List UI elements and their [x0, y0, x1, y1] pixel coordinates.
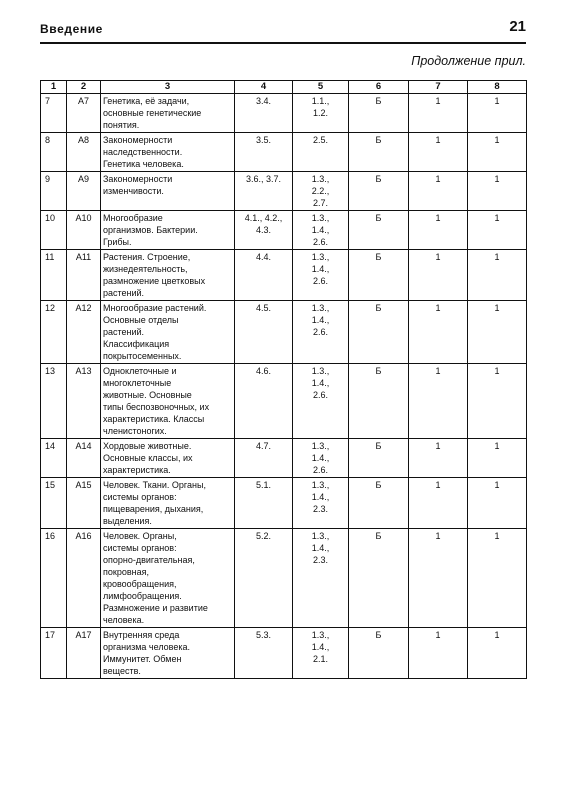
topic-cell-line: системы органов: — [103, 543, 177, 553]
references-cell — [293, 94, 349, 133]
column-header: 5 — [293, 81, 349, 94]
score-cell: 1 — [468, 439, 527, 478]
score-cell: 1 — [468, 211, 527, 250]
section-cell: 4.5. — [235, 301, 293, 364]
topic-cell-line: Иммунитет. Обмен — [103, 654, 182, 664]
row-number: 7 — [41, 94, 67, 133]
section-cell: 3.4. — [235, 94, 293, 133]
topic-cell — [101, 94, 235, 133]
topic-cell-line: характеристика. — [103, 465, 171, 475]
references-cell-line: 2.6. — [312, 465, 328, 475]
topic-cell-line: основные генетические — [103, 108, 202, 118]
task-code: А15 — [67, 478, 101, 529]
topic-cell-line: многоклеточные — [103, 378, 172, 388]
table-row — [41, 364, 527, 439]
topic-cell-line: Размножение и развитие — [103, 603, 208, 613]
task-code: А8 — [67, 133, 101, 172]
topic-cell-line: членистоногих. — [103, 426, 167, 436]
topic-cell-line: покрытосеменных. — [103, 351, 182, 361]
references-cell-line: 1.2. — [312, 108, 328, 118]
references-cell — [293, 478, 349, 529]
references-cell-line: 1.3., — [311, 213, 330, 223]
topic-cell-line: опорно-двигательная, — [103, 555, 195, 565]
score-cell: 1 — [409, 301, 468, 364]
topic-cell — [101, 133, 235, 172]
column-header: 8 — [468, 81, 527, 94]
level-cell: Б — [349, 94, 409, 133]
score-cell: 1 — [409, 628, 468, 679]
topic-cell-line: размножение цветковых — [103, 276, 206, 286]
references-cell — [293, 133, 349, 172]
table-header-row — [41, 81, 527, 94]
references-cell-line: 1.4., — [311, 225, 330, 235]
topic-cell-line: пищеварения, дыхания, — [103, 504, 204, 514]
references-cell-line: 1.4., — [311, 315, 330, 325]
topic-cell-line: кровообращения, — [103, 579, 177, 589]
score-cell: 1 — [468, 628, 527, 679]
references-cell-line: 2.1. — [312, 654, 328, 664]
topic-cell-line: лимфообращения. — [103, 591, 182, 601]
topic-cell — [101, 250, 235, 301]
score-cell: 1 — [468, 172, 527, 211]
score-cell: 1 — [468, 529, 527, 628]
references-cell-line: 2.6. — [312, 237, 328, 247]
references-cell-line: 1.4., — [311, 453, 330, 463]
topic-cell-line: Основные отделы — [103, 315, 179, 325]
references-cell — [293, 301, 349, 364]
score-cell: 1 — [409, 172, 468, 211]
column-header: 3 — [101, 81, 235, 94]
column-header: 6 — [349, 81, 409, 94]
topic-cell-line: организма человека. — [103, 642, 190, 652]
task-code: А11 — [67, 250, 101, 301]
topic-cell-line: выделения. — [103, 516, 152, 526]
references-cell-line: 1.4., — [311, 492, 330, 502]
level-cell: Б — [349, 211, 409, 250]
references-cell-line: 1.4., — [311, 378, 330, 388]
topic-cell — [101, 478, 235, 529]
table-row — [41, 628, 527, 679]
topic-cell-line: Многообразие — [103, 213, 163, 223]
level-cell: Б — [349, 133, 409, 172]
section-cell: 4.1., 4.2., 4.3. — [235, 211, 293, 250]
level-cell: Б — [349, 439, 409, 478]
references-cell-line: 1.3., — [311, 252, 330, 262]
topic-cell-line: наследственности. — [103, 147, 183, 157]
references-cell — [293, 529, 349, 628]
references-cell-line: 1.3., — [311, 480, 330, 490]
table-body — [41, 94, 527, 679]
section-title: Введение — [40, 22, 103, 36]
score-cell: 1 — [409, 133, 468, 172]
task-code: А9 — [67, 172, 101, 211]
references-cell-line: 1.3., — [311, 303, 330, 313]
page-number: 21 — [509, 18, 526, 35]
section-cell: 5.2. — [235, 529, 293, 628]
topic-cell-line: жизнедеятельность, — [103, 264, 188, 274]
topic-cell-line: характеристика. Классы — [103, 414, 205, 424]
score-cell: 1 — [468, 133, 527, 172]
table-row — [41, 478, 527, 529]
references-cell — [293, 364, 349, 439]
header-rule — [40, 42, 526, 44]
level-cell: Б — [349, 172, 409, 211]
table-row — [41, 172, 527, 211]
topic-cell-line: Внутренняя среда — [103, 630, 180, 640]
topic-cell-line: Грибы. — [103, 237, 132, 247]
references-cell-line: 2.6. — [312, 390, 328, 400]
section-cell: 3.5. — [235, 133, 293, 172]
references-cell-line: 1.3., — [311, 531, 330, 541]
score-cell: 1 — [468, 478, 527, 529]
topic-cell — [101, 628, 235, 679]
references-cell-line: 2.6. — [312, 327, 328, 337]
score-cell: 1 — [409, 439, 468, 478]
references-cell-line: 1.1., — [311, 96, 330, 106]
score-cell: 1 — [468, 94, 527, 133]
section-cell: 4.7. — [235, 439, 293, 478]
topic-cell-line: Генетика человека. — [103, 159, 184, 169]
references-cell-line: 1.3., — [311, 174, 330, 184]
references-cell — [293, 439, 349, 478]
topic-cell-line: типы беспозвоночных, их — [103, 402, 210, 412]
references-cell-line: 2.5. — [312, 135, 328, 145]
references-cell-line: 1.4., — [311, 264, 330, 274]
topic-cell-line: Закономерности — [103, 174, 173, 184]
references-cell-line: 1.3., — [311, 366, 330, 376]
topic-cell-line: изменчивости. — [103, 186, 164, 196]
level-cell: Б — [349, 529, 409, 628]
topic-cell-line: Человек. Ткани. Органы, — [103, 480, 206, 490]
row-number: 9 — [41, 172, 67, 211]
topic-cell-line: Растения. Строение, — [103, 252, 191, 262]
row-number: 12 — [41, 301, 67, 364]
column-header: 1 — [41, 81, 67, 94]
row-number: 15 — [41, 478, 67, 529]
row-number: 10 — [41, 211, 67, 250]
task-code: А16 — [67, 529, 101, 628]
row-number: 17 — [41, 628, 67, 679]
references-cell-line: 2.2., — [311, 186, 330, 196]
task-code: А13 — [67, 364, 101, 439]
score-cell: 1 — [409, 250, 468, 301]
topic-cell-line: растений. — [103, 327, 145, 337]
topic-cell-line: Закономерности — [103, 135, 173, 145]
topic-cell-line: растений. — [103, 288, 145, 298]
references-cell-line: 1.3., — [311, 630, 330, 640]
level-cell: Б — [349, 628, 409, 679]
topic-cell-line: Классификация — [103, 339, 170, 349]
level-cell: Б — [349, 250, 409, 301]
references-cell-line: 2.7. — [312, 198, 328, 208]
topic-cell-line: Человек. Органы, — [103, 531, 177, 541]
table-row — [41, 133, 527, 172]
level-cell: Б — [349, 478, 409, 529]
references-cell-line: 1.4., — [311, 642, 330, 652]
level-cell: Б — [349, 364, 409, 439]
topic-cell-line: человека. — [103, 615, 145, 625]
score-cell: 1 — [409, 94, 468, 133]
references-cell-line: 2.3. — [312, 504, 328, 514]
references-cell — [293, 628, 349, 679]
topic-cell-line: Одноклеточные и — [103, 366, 177, 376]
topic-cell-line: животные. Основные — [103, 390, 192, 400]
topic-cell-line: покровная, — [103, 567, 149, 577]
table-row — [41, 529, 527, 628]
score-cell: 1 — [409, 478, 468, 529]
topic-cell — [101, 172, 235, 211]
table-row — [41, 250, 527, 301]
topic-cell — [101, 211, 235, 250]
references-cell-line: 1.3., — [311, 441, 330, 451]
topic-cell — [101, 301, 235, 364]
topic-cell-line: Основные классы, их — [103, 453, 193, 463]
section-cell: 3.6., 3.7. — [235, 172, 293, 211]
score-cell: 1 — [468, 364, 527, 439]
score-cell: 1 — [409, 364, 468, 439]
section-cell: 5.3. — [235, 628, 293, 679]
references-cell — [293, 250, 349, 301]
continuation-label: Продолжение прил. — [411, 54, 526, 68]
section-cell: 4.6. — [235, 364, 293, 439]
task-code: А17 — [67, 628, 101, 679]
score-cell: 1 — [409, 211, 468, 250]
table-row — [41, 211, 527, 250]
row-number: 16 — [41, 529, 67, 628]
task-code: А12 — [67, 301, 101, 364]
topic-cell — [101, 364, 235, 439]
references-cell — [293, 211, 349, 250]
references-cell-line: 1.4., — [311, 543, 330, 553]
topic-cell-line: Хордовые животные. — [103, 441, 192, 451]
topic-cell — [101, 529, 235, 628]
topic-cell-line: понятия. — [103, 120, 140, 130]
section-cell: 5.1. — [235, 478, 293, 529]
row-number: 8 — [41, 133, 67, 172]
topic-cell-line: Многообразие растений. — [103, 303, 207, 313]
row-number: 11 — [41, 250, 67, 301]
task-code: А10 — [67, 211, 101, 250]
topic-cell-line: веществ. — [103, 666, 141, 676]
topic-cell-line: системы органов: — [103, 492, 177, 502]
section-cell: 4.4. — [235, 250, 293, 301]
references-cell-line: 2.6. — [312, 276, 328, 286]
column-header: 4 — [235, 81, 293, 94]
column-header: 2 — [67, 81, 101, 94]
score-cell: 1 — [468, 301, 527, 364]
references-cell — [293, 172, 349, 211]
topic-cell-line: Генетика, её задачи, — [103, 96, 190, 106]
task-code: А14 — [67, 439, 101, 478]
table-row — [41, 301, 527, 364]
level-cell: Б — [349, 301, 409, 364]
table-row — [41, 94, 527, 133]
appendix-table — [40, 80, 527, 679]
topic-cell — [101, 439, 235, 478]
page-header — [40, 18, 526, 40]
row-number: 13 — [41, 364, 67, 439]
score-cell: 1 — [468, 250, 527, 301]
topic-cell-line: организмов. Бактерии. — [103, 225, 198, 235]
references-cell-line: 2.3. — [312, 555, 328, 565]
score-cell: 1 — [409, 529, 468, 628]
table-row — [41, 439, 527, 478]
task-code: А7 — [67, 94, 101, 133]
row-number: 14 — [41, 439, 67, 478]
column-header: 7 — [409, 81, 468, 94]
